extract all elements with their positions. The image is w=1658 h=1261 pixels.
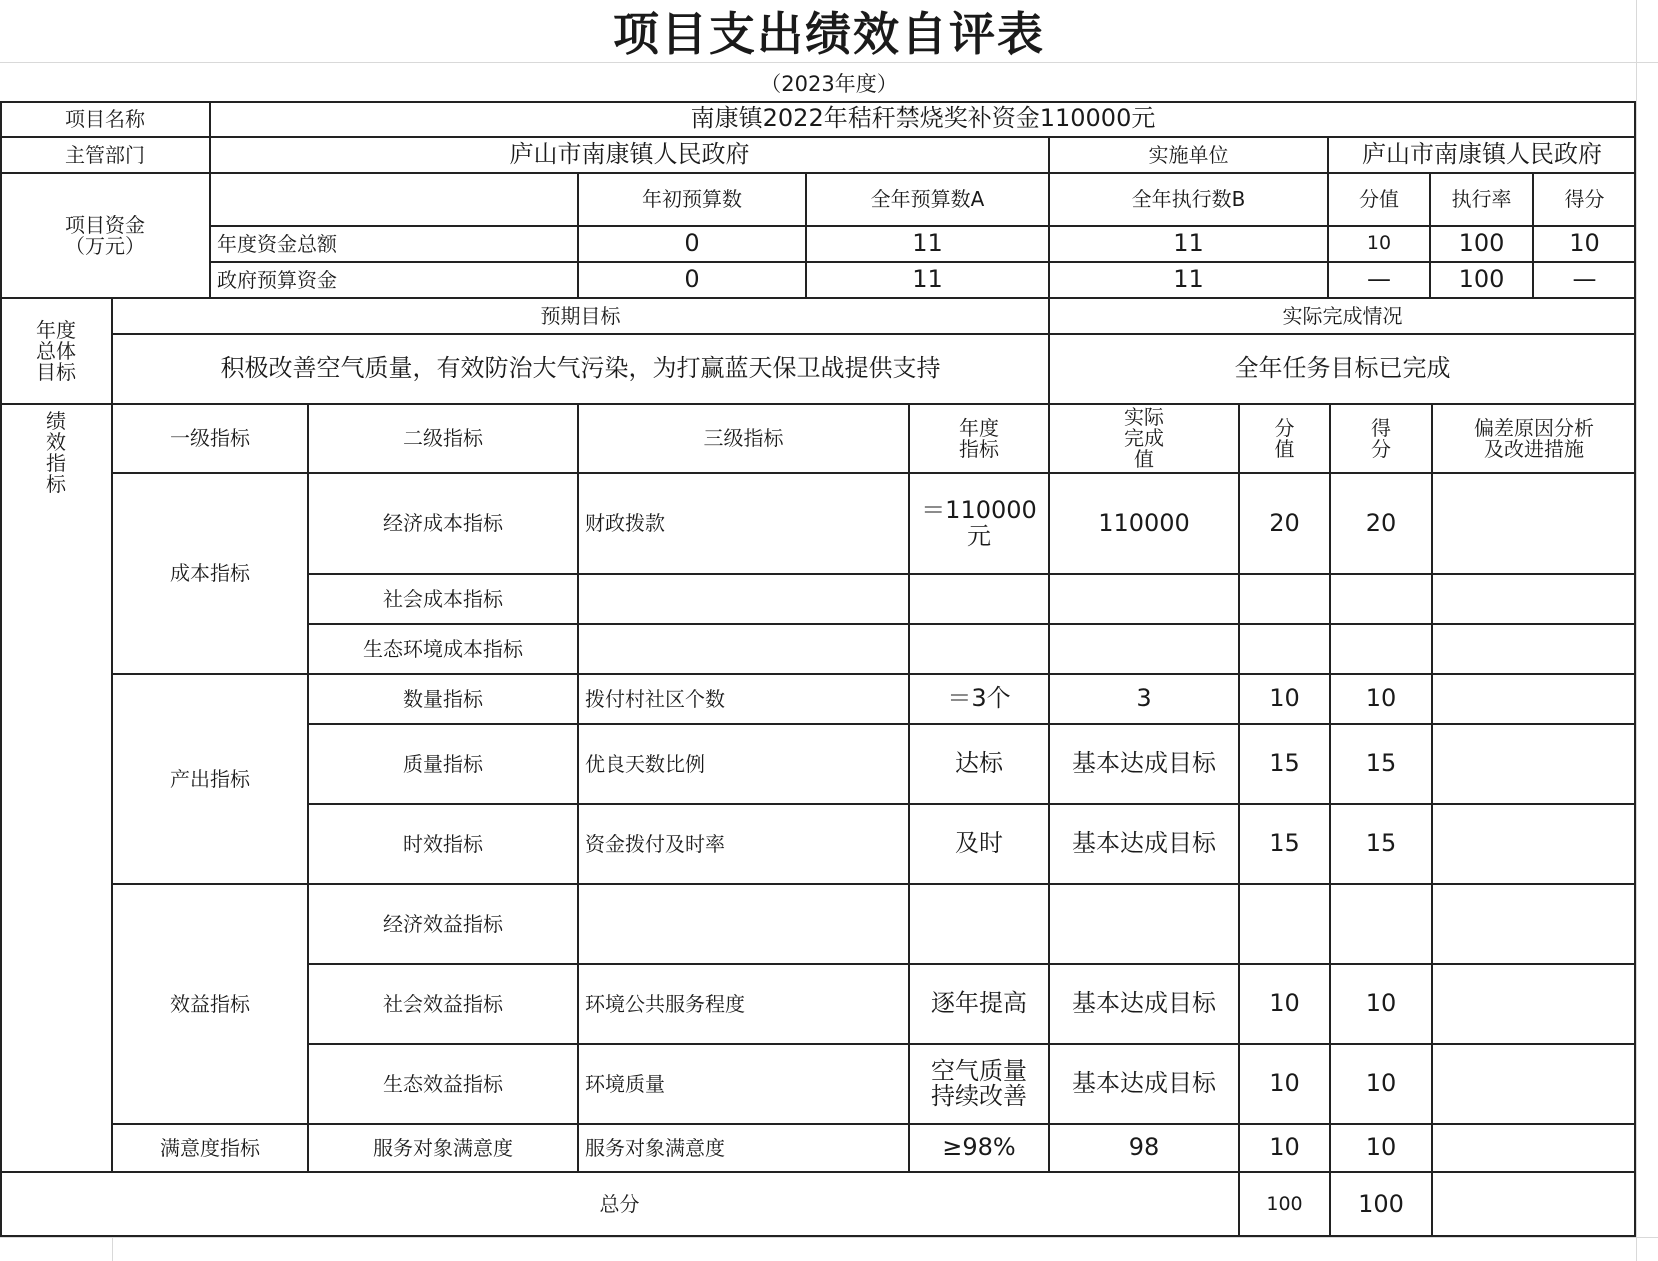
perf-score-value xyxy=(1239,574,1330,624)
dept-value: 庐山市南康镇人民政府 xyxy=(210,137,1049,173)
perf-header: 一级指标 xyxy=(112,404,308,473)
perf-note xyxy=(1432,674,1636,724)
funds-cell: — xyxy=(1533,262,1636,298)
perf-target: ≥98% xyxy=(909,1124,1049,1172)
perf-level1: 满意度指标 xyxy=(112,1124,308,1172)
perf-label: 绩 效 指 标 xyxy=(0,404,112,1172)
total-note xyxy=(1432,1172,1636,1237)
perf-actual xyxy=(1049,624,1239,674)
funds-row-name: 政府预算资金 xyxy=(210,262,578,298)
perf-note xyxy=(1432,624,1636,674)
perf-actual: 110000 xyxy=(1049,473,1239,574)
goal-label: 年度 总体 目标 xyxy=(0,298,112,404)
perf-score xyxy=(1330,624,1432,674)
perf-note xyxy=(1432,574,1636,624)
perf-actual xyxy=(1049,574,1239,624)
funds-row-name: 年度资金总额 xyxy=(210,226,578,262)
perf-target xyxy=(909,624,1049,674)
perf-level2: 数量指标 xyxy=(308,674,578,724)
page-title: 项目支出绩效自评表 xyxy=(613,7,1045,61)
funds-cell: 11 xyxy=(806,262,1049,298)
perf-note xyxy=(1432,724,1636,804)
perf-level2: 经济成本指标 xyxy=(308,473,578,574)
perf-score: 15 xyxy=(1330,804,1432,884)
perf-level2: 社会效益指标 xyxy=(308,964,578,1044)
perf-note xyxy=(1432,964,1636,1044)
perf-level3: 财政拨款 xyxy=(578,473,909,574)
perf-header: 偏差原因分析 及改进措施 xyxy=(1432,404,1636,473)
funds-header: 年初预算数 xyxy=(578,173,806,226)
perf-score xyxy=(1330,574,1432,624)
funds-cell: 10 xyxy=(1533,226,1636,262)
perf-score: 20 xyxy=(1330,473,1432,574)
perf-header: 实际 完成 值 xyxy=(1049,404,1239,473)
perf-target: 达标 xyxy=(909,724,1049,804)
funds-label: 项目资金 （万元） xyxy=(0,173,210,298)
perf-note xyxy=(1432,804,1636,884)
perf-level3: 环境公共服务程度 xyxy=(578,964,909,1044)
perf-level3 xyxy=(578,624,909,674)
perf-level3: 优良天数比例 xyxy=(578,724,909,804)
total-label: 总分 xyxy=(0,1172,1239,1237)
funds-cell: 0 xyxy=(578,226,806,262)
total-score: 100 xyxy=(1330,1172,1432,1237)
funds-header: 全年预算数A xyxy=(806,173,1049,226)
perf-target: ＝3个 xyxy=(909,674,1049,724)
perf-score: 15 xyxy=(1330,724,1432,804)
perf-score-value xyxy=(1239,884,1330,964)
perf-level3: 环境质量 xyxy=(578,1044,909,1124)
perf-level2: 生态效益指标 xyxy=(308,1044,578,1124)
impl-unit-value: 庐山市南康镇人民政府 xyxy=(1328,137,1636,173)
perf-score-value: 10 xyxy=(1239,1044,1330,1124)
perf-level3: 拨付村社区个数 xyxy=(578,674,909,724)
perf-note xyxy=(1432,884,1636,964)
funds-cell: 0 xyxy=(578,262,806,298)
project-name-value: 南康镇2022年秸秆禁烧奖补资金110000元 xyxy=(210,101,1636,137)
perf-header: 三级指标 xyxy=(578,404,909,473)
perf-score-value: 15 xyxy=(1239,804,1330,884)
perf-score-value: 15 xyxy=(1239,724,1330,804)
perf-target: 及时 xyxy=(909,804,1049,884)
perf-level3 xyxy=(578,884,909,964)
perf-level3: 资金拨付及时率 xyxy=(578,804,909,884)
perf-score xyxy=(1330,884,1432,964)
perf-level1: 产出指标 xyxy=(112,674,308,884)
perf-actual: 基本达成目标 xyxy=(1049,724,1239,804)
perf-target: 空气质量 持续改善 xyxy=(909,1044,1049,1124)
perf-score-value: 10 xyxy=(1239,674,1330,724)
funds-cell: 100 xyxy=(1430,262,1533,298)
perf-level1: 成本指标 xyxy=(112,473,308,674)
goal-expected-header: 预期目标 xyxy=(112,298,1049,334)
perf-actual: 基本达成目标 xyxy=(1049,964,1239,1044)
perf-actual: 3 xyxy=(1049,674,1239,724)
funds-cell: 11 xyxy=(1049,226,1328,262)
funds-header: 得分 xyxy=(1533,173,1636,226)
perf-actual: 基本达成目标 xyxy=(1049,1044,1239,1124)
perf-level2: 服务对象满意度 xyxy=(308,1124,578,1172)
perf-header: 年度 指标 xyxy=(909,404,1049,473)
funds-cell: 11 xyxy=(1049,262,1328,298)
perf-header: 二级指标 xyxy=(308,404,578,473)
page-year: （2023年度） xyxy=(760,72,898,96)
perf-note xyxy=(1432,1124,1636,1172)
perf-target xyxy=(909,574,1049,624)
perf-score-value: 20 xyxy=(1239,473,1330,574)
perf-level2: 经济效益指标 xyxy=(308,884,578,964)
perf-note xyxy=(1432,1044,1636,1124)
perf-score: 10 xyxy=(1330,674,1432,724)
perf-level3: 服务对象满意度 xyxy=(578,1124,909,1172)
funds-header: 执行率 xyxy=(1430,173,1533,226)
perf-level2: 生态环境成本指标 xyxy=(308,624,578,674)
goal-expected: 积极改善空气质量，有效防治大气污染，为打赢蓝天保卫战提供支持 xyxy=(112,334,1049,404)
funds-cell: 10 xyxy=(1328,226,1430,262)
perf-score: 10 xyxy=(1330,964,1432,1044)
total-score-value: 100 xyxy=(1239,1172,1330,1237)
dept-label: 主管部门 xyxy=(0,137,210,173)
project-name-label: 项目名称 xyxy=(0,101,210,137)
perf-level2: 质量指标 xyxy=(308,724,578,804)
goal-actual-header: 实际完成情况 xyxy=(1049,298,1636,334)
perf-header: 分 值 xyxy=(1239,404,1330,473)
perf-actual: 98 xyxy=(1049,1124,1239,1172)
perf-target xyxy=(909,884,1049,964)
perf-score: 10 xyxy=(1330,1044,1432,1124)
perf-score-value xyxy=(1239,624,1330,674)
perf-score-value: 10 xyxy=(1239,1124,1330,1172)
perf-actual xyxy=(1049,884,1239,964)
perf-level1: 效益指标 xyxy=(112,884,308,1124)
perf-score-value: 10 xyxy=(1239,964,1330,1044)
perf-level2: 时效指标 xyxy=(308,804,578,884)
perf-target: ＝110000 元 xyxy=(909,473,1049,574)
goal-actual: 全年任务目标已完成 xyxy=(1049,334,1636,404)
perf-target: 逐年提高 xyxy=(909,964,1049,1044)
perf-score: 10 xyxy=(1330,1124,1432,1172)
funds-header: 全年执行数B xyxy=(1049,173,1328,226)
impl-unit-label: 实施单位 xyxy=(1049,137,1328,173)
funds-cell: — xyxy=(1328,262,1430,298)
perf-header: 得 分 xyxy=(1330,404,1432,473)
perf-level2: 社会成本指标 xyxy=(308,574,578,624)
perf-level3 xyxy=(578,574,909,624)
perf-note xyxy=(1432,473,1636,574)
funds-cell: 11 xyxy=(806,226,1049,262)
funds-header: 分值 xyxy=(1328,173,1430,226)
funds-header-blank xyxy=(210,173,578,226)
perf-actual: 基本达成目标 xyxy=(1049,804,1239,884)
funds-cell: 100 xyxy=(1430,226,1533,262)
